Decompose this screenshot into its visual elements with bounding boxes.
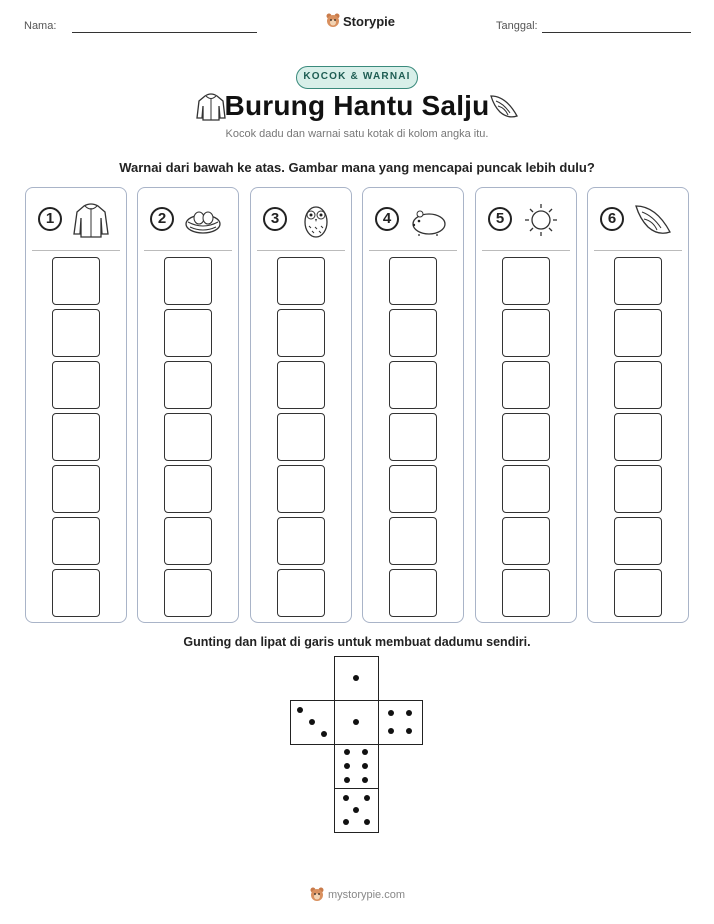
color-box[interactable] (277, 413, 325, 461)
dice-pip (343, 795, 349, 801)
color-box[interactable] (389, 361, 437, 409)
color-box[interactable] (614, 517, 662, 565)
color-box[interactable] (502, 465, 550, 513)
lemming-icon (407, 200, 449, 240)
dice-face-1 (334, 700, 379, 745)
dice-pip (353, 807, 359, 813)
color-box[interactable] (164, 465, 212, 513)
dice-face-5 (334, 788, 379, 833)
color-box[interactable] (502, 309, 550, 357)
color-box[interactable] (52, 413, 100, 461)
color-box[interactable] (277, 257, 325, 305)
bear-logo-icon (326, 13, 340, 29)
dice-pip (344, 749, 350, 755)
footer-url: mystorypie.com (328, 889, 406, 901)
dice-pip (406, 710, 412, 716)
wing-icon (488, 92, 520, 122)
column-number: 5 (488, 207, 512, 231)
column-number: 6 (600, 207, 624, 231)
color-box[interactable] (52, 569, 100, 617)
color-box[interactable] (389, 413, 437, 461)
color-box[interactable] (502, 517, 550, 565)
color-box[interactable] (52, 465, 100, 513)
color-box[interactable] (164, 361, 212, 409)
name-line[interactable] (72, 32, 257, 33)
color-box[interactable] (164, 517, 212, 565)
color-box[interactable] (277, 361, 325, 409)
column-2 (137, 187, 239, 623)
color-box[interactable] (389, 517, 437, 565)
dice-face-6 (334, 744, 379, 789)
jacket-icon (70, 200, 112, 240)
dice-pip (406, 728, 412, 734)
color-box[interactable] (614, 569, 662, 617)
brand-name: Storypie (343, 13, 396, 29)
color-box[interactable] (277, 569, 325, 617)
color-box[interactable] (614, 309, 662, 357)
dice-face-3 (290, 700, 335, 745)
dice-pip (343, 819, 349, 825)
column-divider (257, 250, 345, 251)
dice-pip (364, 819, 370, 825)
color-box[interactable] (502, 361, 550, 409)
wing-icon (632, 200, 674, 240)
dice-face-4 (378, 700, 423, 745)
column-divider (144, 250, 232, 251)
column-3 (250, 187, 352, 623)
column-number: 2 (150, 207, 174, 231)
dice-pip (388, 728, 394, 734)
cut-instruction: Gunting dan lipat di garis untuk membuat dadumu sendiri. (183, 635, 531, 649)
color-box[interactable] (164, 257, 212, 305)
dice-pip (362, 777, 368, 783)
instruction-text: Warnai dari bawah ke atas. Gambar mana yang mencapai puncak lebih dulu? (119, 160, 595, 175)
color-box[interactable] (502, 413, 550, 461)
dice-pip (344, 777, 350, 783)
color-box[interactable] (614, 257, 662, 305)
color-box[interactable] (389, 465, 437, 513)
dice-face-1 (334, 656, 379, 701)
column-divider (594, 250, 682, 251)
color-box[interactable] (389, 569, 437, 617)
date-line[interactable] (542, 32, 691, 33)
column-divider (369, 250, 457, 251)
dice-pip (353, 719, 359, 725)
page-title: Burung Hantu Salju (224, 90, 490, 121)
nest-icon (182, 200, 224, 240)
dice-pip (344, 763, 350, 769)
footer (310, 887, 405, 903)
dice-pip (362, 749, 368, 755)
sun-icon (520, 200, 562, 240)
color-box[interactable] (52, 309, 100, 357)
color-box[interactable] (52, 257, 100, 305)
brand-logo (326, 13, 395, 29)
color-box[interactable] (614, 465, 662, 513)
column-divider (32, 250, 120, 251)
bear-logo-icon (310, 887, 324, 903)
column-1 (25, 187, 127, 623)
dice-pip (388, 710, 394, 716)
dice-pip (309, 719, 315, 725)
color-box[interactable] (502, 569, 550, 617)
column-number: 3 (263, 207, 287, 231)
column-5 (475, 187, 577, 623)
color-box[interactable] (502, 257, 550, 305)
activity-badge: KOCOK & WARNAI (296, 66, 418, 89)
color-box[interactable] (164, 309, 212, 357)
color-box[interactable] (277, 465, 325, 513)
column-number: 1 (38, 207, 62, 231)
dice-pip (297, 707, 303, 713)
color-box[interactable] (164, 413, 212, 461)
name-label: Nama: (24, 20, 57, 32)
page-subtitle: Kocok dadu dan warnai satu kotak di kolom angka itu. (225, 128, 489, 140)
color-box[interactable] (277, 517, 325, 565)
dice-pip (362, 763, 368, 769)
column-number: 4 (375, 207, 399, 231)
dice-pip (353, 675, 359, 681)
column-6 (587, 187, 689, 623)
column-4 (362, 187, 464, 623)
color-box[interactable] (614, 413, 662, 461)
color-box[interactable] (52, 361, 100, 409)
color-box[interactable] (52, 517, 100, 565)
dice-pip (364, 795, 370, 801)
owl-icon (295, 200, 337, 240)
column-divider (482, 250, 570, 251)
color-box[interactable] (614, 361, 662, 409)
dice-pip (321, 731, 327, 737)
color-box[interactable] (389, 257, 437, 305)
color-box[interactable] (389, 309, 437, 357)
date-label: Tanggal: (496, 20, 538, 32)
color-box[interactable] (164, 569, 212, 617)
color-box[interactable] (277, 309, 325, 357)
